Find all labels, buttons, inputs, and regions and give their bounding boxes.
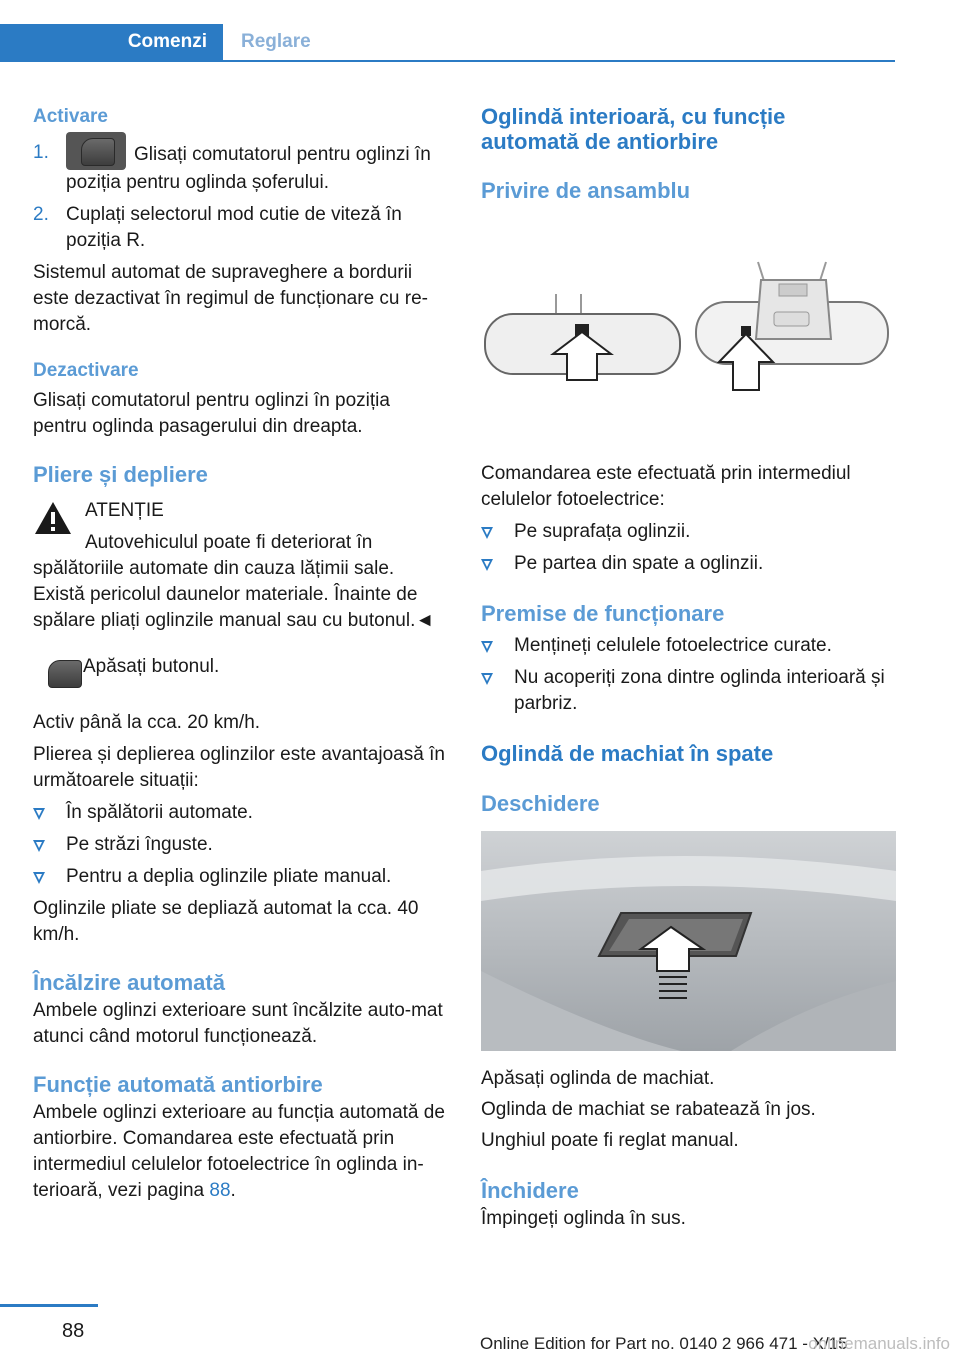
cells-list	[481, 519, 896, 577]
control-text: Comandarea este efectuată prin intermediul celulelor fotoelectrice:	[481, 463, 851, 510]
advantage-text: Plierea și deplierea oglinzilor este avantajoasă în următoarele situații:	[33, 744, 445, 791]
warning-icon	[33, 500, 73, 536]
edition-text: Online Edition for Part no. 0140 2 966 471 - X/15	[480, 1334, 848, 1353]
vanity-step-3: Unghiul poate fi reglat manual.	[481, 1130, 739, 1151]
dezactivare-heading: Dezactivare	[33, 360, 139, 381]
vanity-mirror-illustration	[481, 831, 896, 1051]
dezactivare-text: Glisați comutatorul pentru oglinzi în poziția pentru oglinda pasagerului din dreapta.	[33, 390, 390, 437]
vanity-heading: Oglindă de machiat în spate	[481, 741, 774, 766]
step-text: Cuplați selectorul mod cutie de viteză în poziția R.	[66, 204, 402, 251]
list-item: Pentru a deplia oglinzile pliate manual.	[33, 864, 448, 890]
warning-block	[33, 498, 448, 634]
mirror-switch-icon	[66, 132, 126, 170]
triangle-bullet-icon	[481, 559, 493, 571]
list-item: Nu acoperiți zona dintre oglinda interioară și parbriz.	[481, 665, 896, 717]
section-tabs	[0, 24, 895, 62]
list-item: Pe suprafața oglinzii.	[481, 519, 896, 545]
triangle-bullet-icon	[481, 641, 493, 653]
step-1	[33, 140, 448, 196]
overview-heading: Privire de ansamblu	[481, 178, 691, 203]
premise-heading: Premise de funcționare	[481, 601, 725, 626]
curb-monitor-text: Sistemul automat de supraveghere a bordurii este dezactivat în regimul de funcționare cu re-morcă.	[33, 262, 428, 335]
warning-title: ATENȚIE	[85, 500, 164, 521]
situations-list	[33, 800, 448, 890]
heating-text: Ambele oglinzi exterioare sunt încălzite auto-mat atunci când motorul funcționează.	[33, 1000, 443, 1047]
left-column	[33, 100, 448, 1204]
activare-steps	[33, 140, 448, 254]
step-number: 2.	[33, 204, 49, 225]
active-speed-text: Activ până la cca. 20 km/h.	[33, 712, 261, 733]
list-item: Mențineți celulele fotoelectrice curate.	[481, 633, 896, 659]
interior-mirror-illustration	[481, 214, 896, 444]
antiglare-heading: Funcție automată antiorbire	[33, 1072, 323, 1097]
list-item: Pe străzi înguste.	[33, 832, 448, 858]
vanity-step-2: Oglinda de machiat se rabatează în jos.	[481, 1099, 816, 1120]
watermark: onlinemanuals.info	[808, 1334, 950, 1353]
triangle-bullet-icon	[481, 673, 493, 685]
fold-button-icon	[33, 654, 73, 692]
step-text: Glisați comutatorul pentru oglinzi în poziția pentru oglinda șoferului.	[66, 144, 431, 193]
right-column	[481, 100, 896, 1232]
premises-list	[481, 633, 896, 717]
activare-heading: Activare	[33, 106, 108, 127]
tab-comenzi[interactable]: Comenzi	[0, 24, 223, 60]
list-item: Pe partea din spate a oglinzii.	[481, 551, 896, 577]
triangle-bullet-icon	[33, 872, 45, 884]
triangle-bullet-icon	[33, 840, 45, 852]
triangle-bullet-icon	[481, 527, 493, 539]
press-button-text: Apăsați butonul.	[83, 656, 220, 677]
tab-reglare[interactable]: Reglare	[241, 31, 311, 52]
close-text: Împingeți oglinda în sus.	[481, 1208, 686, 1229]
step-2	[33, 202, 448, 254]
triangle-bullet-icon	[33, 808, 45, 820]
page-link[interactable]: 88	[209, 1180, 231, 1201]
open-heading: Deschidere	[481, 791, 600, 816]
auto-unfold-text: Oglinzile pliate se depliază automat la cca. 40 km/h.	[33, 898, 419, 945]
list-item: În spălătorii automate.	[33, 800, 448, 826]
press-button-row	[33, 654, 448, 700]
heating-heading: Încălzire automată	[33, 970, 225, 995]
warning-text: Autovehiculul poate fi deteriorat în spălătoriile automate din cauza lățimii sale. Există pericolul daunelor materiale. Înainte de spălare pliați oglinzile manual sau cu butonul.◄	[33, 532, 435, 631]
close-heading: Închidere	[481, 1178, 579, 1203]
antiglare-text: Ambele oglinzi exterioare au funcția automată de antiorbire. Comandarea este efectuată prin intermediul celulelor fotoelectrice în oglinda in-terioară, vezi pagina 88.	[33, 1102, 445, 1201]
interior-mirror-heading: Oglindă interioară, cu funcție automată de antiorbire	[481, 104, 786, 154]
pliere-heading: Pliere și depliere	[33, 462, 208, 487]
vanity-step-1: Apăsați oglinda de machiat.	[481, 1068, 715, 1089]
step-number: 1.	[33, 142, 49, 163]
footer-rule	[0, 1304, 98, 1307]
page-number: 88	[62, 1320, 85, 1342]
